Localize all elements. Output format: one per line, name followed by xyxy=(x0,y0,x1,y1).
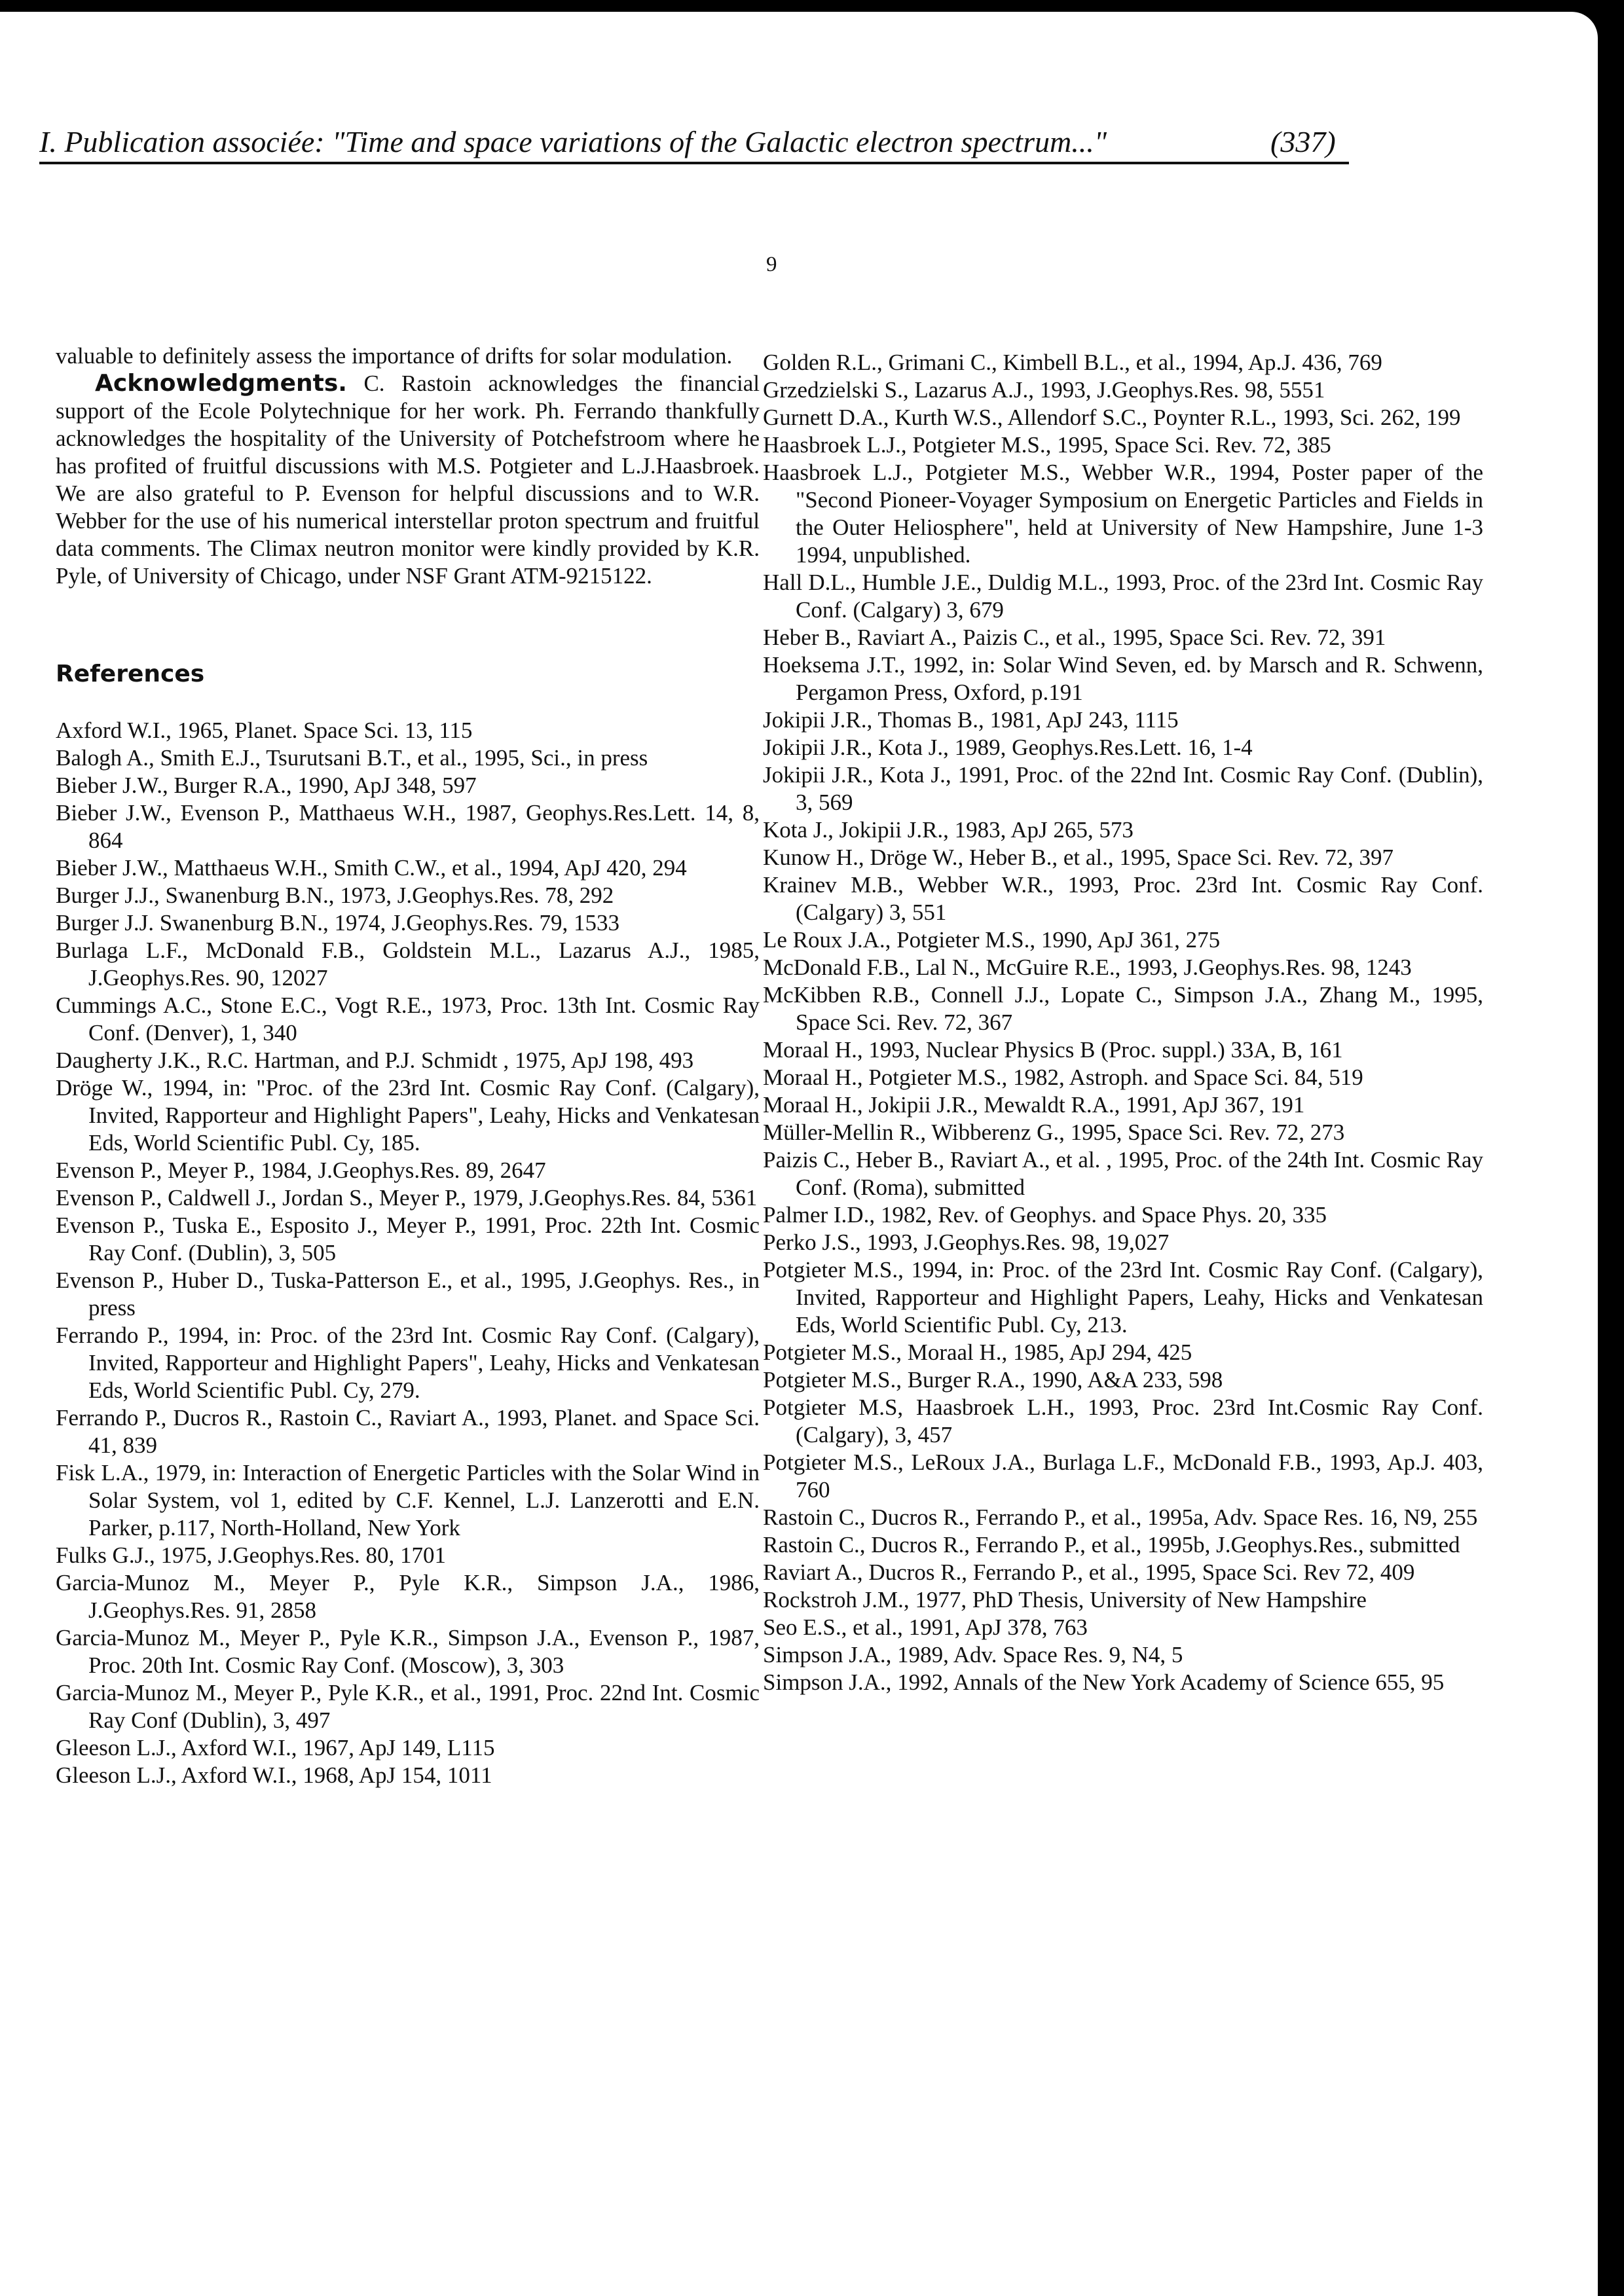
reference-entry: Haasbroek L.J., Potgieter M.S., 1995, Space Sci. Rev. 72, 385 xyxy=(763,432,1331,458)
reference-entry: Garcia-Munoz M., Meyer P., Pyle K.R., Simpson J.A., 1986, J.Geophys.Res. 91, 2858 xyxy=(56,1570,760,1623)
reference-entry: Moraal H., Jokipii J.R., Mewaldt R.A., 1991, ApJ 367, 191 xyxy=(763,1092,1305,1118)
reference-entry: Ferrando P., Ducros R., Rastoin C., Raviart A., 1993, Planet. and Space Sci. 41, 839 xyxy=(56,1405,760,1458)
reference-entry: Evenson P., Meyer P., 1984, J.Geophys.Res. 89, 2647 xyxy=(56,1157,546,1183)
reference-entry: Evenson P., Caldwell J., Jordan S., Meyer P., 1979, J.Geophys.Res. 84, 5361 xyxy=(56,1185,758,1211)
references-list-left xyxy=(56,717,760,1789)
reference-entry: Garcia-Munoz M., Meyer P., Pyle K.R., Simpson J.A., Evenson P., 1987, Proc. 20th Int. Cosmic Ray Conf. (Moscow), 3, 303 xyxy=(56,1625,760,1678)
reference-entry: Perko J.S., 1993, J.Geophys.Res. 98, 19,027 xyxy=(763,1230,1170,1255)
reference-entry: McKibben R.B., Connell J.J., Lopate C., Simpson J.A., Zhang M., 1995, Space Sci. Rev. 72, 367 xyxy=(763,982,1483,1035)
reference-entry: Hoeksema J.T., 1992, in: Solar Wind Seven, ed. by Marsch and R. Schwenn, Pergamon Press, Oxford, p.191 xyxy=(763,652,1483,705)
reference-entry: Rockstroh J.M., 1977, PhD Thesis, University of New Hampshire xyxy=(763,1587,1367,1613)
reference-entry: Rastoin C., Ducros R., Ferrando P., et al., 1995b, J.Geophys.Res., submitted xyxy=(763,1532,1460,1558)
reference-entry: Haasbroek L.J., Potgieter M.S., Webber W.R., 1994, Poster paper of the "Second Pioneer-Voyager Symposium on Energetic Particles and Fields in the Outer Heliosphere", held at University of New Hampshire, June 1-3 1994, unpublished. xyxy=(763,460,1483,568)
acknowledgments-text: C. Rastoin acknowledges the financial support of the Ecole Polytechnique for her work. Ph. Ferrando thankfully acknowledges the hospitality of the University of Potchefstroom where he has profited of fruitful discussions with M.S. Potgieter and L.J.Haasbroek. We are also grateful to P. Evenson for helpful discussions and to W.R. Webber for the use of his numerical interstellar proton spectrum and fruitful data comments. The Climax neutron monitor were kindly provided by K.R. Pyle, of University of Chicago, under NSF Grant ATM-9215122. xyxy=(56,371,760,589)
reference-entry: Potgieter M.S., LeRoux J.A., Burlaga L.F., McDonald F.B., 1993, Ap.J. 403, 760 xyxy=(763,1449,1483,1503)
reference-entry: Grzedzielski S., Lazarus A.J., 1993, J.Geophys.Res. 98, 5551 xyxy=(763,377,1325,403)
reference-entry: Bieber J.W., Evenson P., Matthaeus W.H., 1987, Geophys.Res.Lett. 14, 8, 864 xyxy=(56,800,760,853)
reference-entry: Gurnett D.A., Kurth W.S., Allendorf S.C., Poynter R.L., 1993, Sci. 262, 199 xyxy=(763,405,1461,430)
reference-entry: Daugherty J.K., R.C. Hartman, and P.J. Schmidt , 1975, ApJ 198, 493 xyxy=(56,1048,694,1073)
reference-entry: Burger J.J. Swanenburg B.N., 1974, J.Geophys.Res. 79, 1533 xyxy=(56,910,620,936)
reference-entry: Gleeson L.J., Axford W.I., 1967, ApJ 149, L115 xyxy=(56,1735,495,1760)
reference-entry: McDonald F.B., Lal N., McGuire R.E., 1993, J.Geophys.Res. 98, 1243 xyxy=(763,955,1412,980)
reference-entry: Burger J.J., Swanenburg B.N., 1973, J.Geophys.Res. 78, 292 xyxy=(56,883,614,908)
reference-entry: Müller-Mellin R., Wibberenz G., 1995, Space Sci. Rev. 72, 273 xyxy=(763,1120,1345,1145)
reference-entry: Simpson J.A., 1992, Annals of the New York Academy of Science 655, 95 xyxy=(763,1669,1445,1695)
reference-entry: Paizis C., Heber B., Raviart A., et al. , 1995, Proc. of the 24th Int. Cosmic Ray Conf. (Roma), submitted xyxy=(763,1147,1483,1200)
reference-entry: Golden R.L., Grimani C., Kimbell B.L., et al., 1994, Ap.J. 436, 769 xyxy=(763,350,1382,375)
acknowledgments-heading: Acknowledgments. xyxy=(95,370,347,397)
references-list-right xyxy=(763,349,1483,1696)
header-page-ref: (337) xyxy=(1270,125,1336,158)
document-page xyxy=(0,12,1598,2296)
running-header xyxy=(39,124,1349,164)
reference-entry: Bieber J.W., Matthaeus W.H., Smith C.W., et al., 1994, ApJ 420, 294 xyxy=(56,855,687,881)
reference-entry: Fisk L.A., 1979, in: Interaction of Energetic Particles with the Solar Wind in Solar System, vol 1, edited by C.F. Kennel, L.J. Lanzerotti and E.N. Parker, p.117, North-Holland, New York xyxy=(56,1460,760,1540)
reference-entry: Evenson P., Tuska E., Esposito J., Meyer P., 1991, Proc. 22th Int. Cosmic Ray Conf. (Dublin), 3, 505 xyxy=(56,1212,760,1266)
reference-entry: Heber B., Raviart A., Paizis C., et al., 1995, Space Sci. Rev. 72, 391 xyxy=(763,625,1386,650)
reference-entry: Jokipii J.R., Kota J., 1991, Proc. of the 22nd Int. Cosmic Ray Conf. (Dublin), 3, 569 xyxy=(763,762,1483,815)
reference-entry: Dröge W., 1994, in: "Proc. of the 23rd Int. Cosmic Ray Conf. (Calgary), Invited, Rapporteur and Highlight Papers", Leahy, Hicks and Venkatesan Eds, World Scientific Publ. Cy, 185. xyxy=(56,1075,760,1156)
reference-entry: Jokipii J.R., Kota J., 1989, Geophys.Res.Lett. 16, 1-4 xyxy=(763,735,1253,760)
reference-entry: Jokipii J.R., Thomas B., 1981, ApJ 243, 1115 xyxy=(763,707,1179,733)
reference-entry: Ferrando P., 1994, in: Proc. of the 23rd Int. Cosmic Ray Conf. (Calgary), Invited, Rapporteur and Highlight Papers", Leahy, Hicks and Venkatesan Eds, World Scientific Publ. Cy, 279. xyxy=(56,1322,760,1403)
reference-entry: Fulks G.J., 1975, J.Geophys.Res. 80, 1701 xyxy=(56,1542,447,1568)
reference-entry: Axford W.I., 1965, Planet. Space Sci. 13, 115 xyxy=(56,718,473,743)
reference-entry: Potgieter M.S., Moraal H., 1985, ApJ 294, 425 xyxy=(763,1339,1192,1365)
reference-entry: Rastoin C., Ducros R., Ferrando P., et al., 1995a, Adv. Space Res. 16, N9, 255 xyxy=(763,1504,1478,1530)
reference-entry: Gleeson L.J., Axford W.I., 1968, ApJ 154, 1011 xyxy=(56,1762,492,1788)
reference-entry: Moraal H., Potgieter M.S., 1982, Astroph. and Space Sci. 84, 519 xyxy=(763,1065,1363,1090)
page-number: 9 xyxy=(766,253,777,276)
reference-entry: Potgieter M.S., 1994, in: Proc. of the 23rd Int. Cosmic Ray Conf. (Calgary), Invited, Rapporteur and Highlight Papers, Leahy, Hicks and Venkatesan Eds, World Scientific Publ. Cy, 213. xyxy=(763,1257,1483,1338)
reference-entry: Kunow H., Dröge W., Heber B., et al., 1995, Space Sci. Rev. 72, 397 xyxy=(763,845,1393,870)
reference-entry: Palmer I.D., 1982, Rev. of Geophys. and Space Phys. 20, 335 xyxy=(763,1202,1327,1228)
reference-entry: Burlaga L.F., McDonald F.B., Goldstein M.L., Lazarus A.J., 1985, J.Geophys.Res. 90, 12027 xyxy=(56,938,760,991)
reference-entry: Raviart A., Ducros R., Ferrando P., et al., 1995, Space Sci. Rev 72, 409 xyxy=(763,1559,1415,1585)
reference-entry: Kota J., Jokipii J.R., 1983, ApJ 265, 573 xyxy=(763,817,1134,843)
continuation-paragraph: valuable to definitely assess the importance of drifts for solar modulation. xyxy=(56,343,733,369)
acknowledgments-paragraph xyxy=(56,370,760,590)
reference-entry: Garcia-Munoz M., Meyer P., Pyle K.R., et al., 1991, Proc. 22nd Int. Cosmic Ray Conf (Dublin), 3, 497 xyxy=(56,1680,760,1733)
reference-entry: Krainev M.B., Webber W.R., 1993, Proc. 23rd Int. Cosmic Ray Conf. (Calgary) 3, 551 xyxy=(763,872,1483,925)
reference-entry: Potgieter M.S., Burger R.A., 1990, A&A 233, 598 xyxy=(763,1367,1223,1393)
reference-entry: Evenson P., Huber D., Tuska-Patterson E., et al., 1995, J.Geophys. Res., in press xyxy=(56,1267,760,1321)
reference-entry: Cummings A.C., Stone E.C., Vogt R.E., 1973, Proc. 13th Int. Cosmic Ray Conf. (Denver), 1, 340 xyxy=(56,993,760,1046)
references-heading: References xyxy=(56,661,205,687)
right-column xyxy=(763,349,1483,1696)
header-title: I. Publication associée: "Time and space variations of the Galactic electron spectrum..." xyxy=(39,125,1107,158)
reference-entry: Hall D.L., Humble J.E., Duldig M.L., 1993, Proc. of the 23rd Int. Cosmic Ray Conf. (Calgary) 3, 679 xyxy=(763,570,1483,623)
reference-entry: Seo E.S., et al., 1991, ApJ 378, 763 xyxy=(763,1614,1088,1640)
reference-entry: Bieber J.W., Burger R.A., 1990, ApJ 348, 597 xyxy=(56,773,477,798)
reference-entry: Potgieter M.S, Haasbroek L.H., 1993, Proc. 23rd Int.Cosmic Ray Conf. (Calgary), 3, 457 xyxy=(763,1394,1483,1448)
reference-entry: Le Roux J.A., Potgieter M.S., 1990, ApJ 361, 275 xyxy=(763,927,1221,953)
reference-entry: Moraal H., 1993, Nuclear Physics B (Proc. suppl.) 33A, B, 161 xyxy=(763,1037,1343,1063)
left-column xyxy=(56,342,760,1789)
reference-entry: Simpson J.A., 1989, Adv. Space Res. 9, N4, 5 xyxy=(763,1642,1183,1667)
reference-entry: Balogh A., Smith E.J., Tsurutsani B.T., et al., 1995, Sci., in press xyxy=(56,745,648,771)
